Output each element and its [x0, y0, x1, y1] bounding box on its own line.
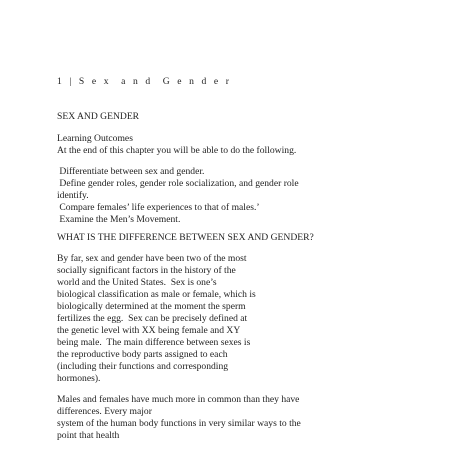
paragraph-line: biological classification as male or female, which is — [57, 289, 256, 300]
paragraph-line: differences. Every major — [57, 406, 152, 417]
paragraph-line: point that health — [57, 430, 120, 441]
chapter-title: SEX AND GENDER — [57, 111, 140, 122]
paragraph-line: the reproductive body parts assigned to each — [57, 349, 228, 360]
paragraph-line: biologically determined at the moment the sperm — [57, 301, 246, 312]
paragraph-line: the genetic level with XX being female and XY — [57, 325, 241, 336]
outcome-item: Examine the Men’s Movement. — [57, 214, 181, 225]
paragraph-line: world and the United States. Sex is one’s — [57, 277, 217, 288]
paragraph-line: being male. The main difference between sexes is — [57, 337, 251, 348]
paragraph-line: system of the human body functions in very similar ways to the — [57, 418, 301, 429]
paragraph-line: (including their functions and corresponding — [57, 361, 229, 372]
outcome-item: Define gender roles, gender role socialization, and gender role — [57, 178, 299, 189]
paragraph-line: fertilizes the egg. Sex can be precisely defined at — [57, 313, 248, 324]
section-heading: WHAT IS THE DIFFERENCE BETWEEN SEX AND GENDER? — [57, 232, 314, 243]
paragraph-line: hormones). — [57, 373, 101, 384]
outcome-item-continuation: identify. — [57, 190, 89, 201]
paragraph-line: By far, sex and gender have been two of the most — [57, 253, 247, 264]
learning-outcomes-heading: Learning Outcomes — [57, 133, 133, 144]
paragraph-line: Males and females have much more in common than they have — [57, 394, 300, 405]
outcome-item: Compare females’ life experiences to that of males.’ — [57, 202, 260, 213]
outcome-item: Differentiate between sex and gender. — [57, 166, 205, 177]
paragraph-line: socially significant factors in the history of the — [57, 265, 236, 276]
learning-outcomes-intro: At the end of this chapter you will be able to do the following. — [57, 145, 297, 156]
running-head: 1 | S e x a n d G e n d e r — [57, 76, 232, 87]
